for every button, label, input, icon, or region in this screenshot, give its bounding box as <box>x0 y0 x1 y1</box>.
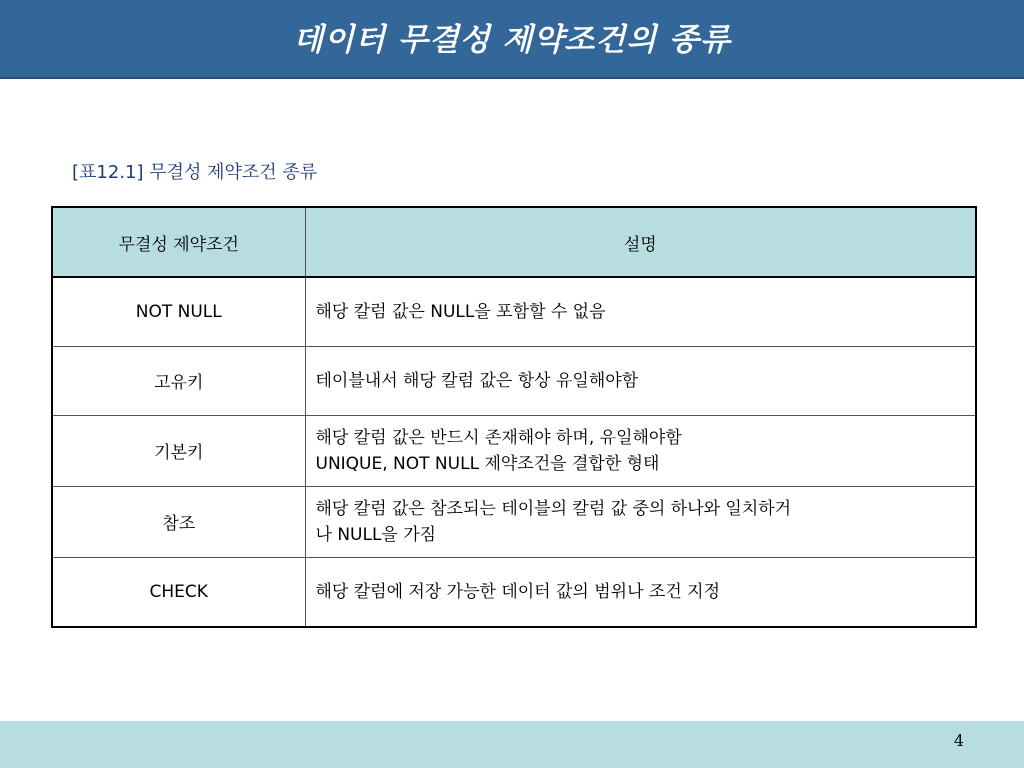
header-constraint: 무결성 제약조건 <box>52 207 305 277</box>
description-line: 나 NULL을 가짐 <box>315 524 437 545</box>
constraint-cell: 참조 <box>52 486 305 557</box>
description-cell <box>305 557 976 627</box>
slide-title: 데이터 무결성 제약조건의 종류 <box>293 22 731 58</box>
table-row <box>52 486 976 557</box>
title-bar <box>0 0 1024 79</box>
header-description: 설명 <box>305 207 976 277</box>
description-cell <box>305 277 976 346</box>
description-line: 테이블내서 해당 칼럼 값은 항상 유일해야함 <box>315 370 639 391</box>
table-header-row <box>52 207 976 277</box>
footer-bar <box>0 721 1024 768</box>
constraint-cell: 고유키 <box>52 346 305 415</box>
table-row <box>52 415 976 486</box>
description-cell <box>305 346 976 415</box>
constraint-cell: NOT NULL <box>52 277 305 346</box>
description-line: 해당 칼럼에 저장 가능한 데이터 값의 범위나 조건 지정 <box>315 581 721 602</box>
description-line: 해당 칼럼 값은 참조되는 테이블의 칼럼 값 중의 하나와 일치하거 <box>315 498 792 519</box>
constraint-cell: 기본키 <box>52 415 305 486</box>
description-line: UNIQUE, NOT NULL 제약조건을 결합한 형태 <box>315 453 660 474</box>
description-line: 해당 칼럼 값은 NULL을 포함할 수 없음 <box>315 301 606 322</box>
table-caption: [표12.1] 무결성 제약조건 종류 <box>72 162 318 183</box>
constraints-table <box>51 206 977 628</box>
page-number: 4 <box>953 731 964 750</box>
description-line: 해당 칼럼 값은 반드시 존재해야 하며, 유일해야함 <box>315 427 682 448</box>
table-row <box>52 557 976 627</box>
table-row <box>52 346 976 415</box>
description-cell <box>305 415 976 486</box>
description-cell <box>305 486 976 557</box>
table-row <box>52 277 976 346</box>
constraint-cell: CHECK <box>52 557 305 627</box>
